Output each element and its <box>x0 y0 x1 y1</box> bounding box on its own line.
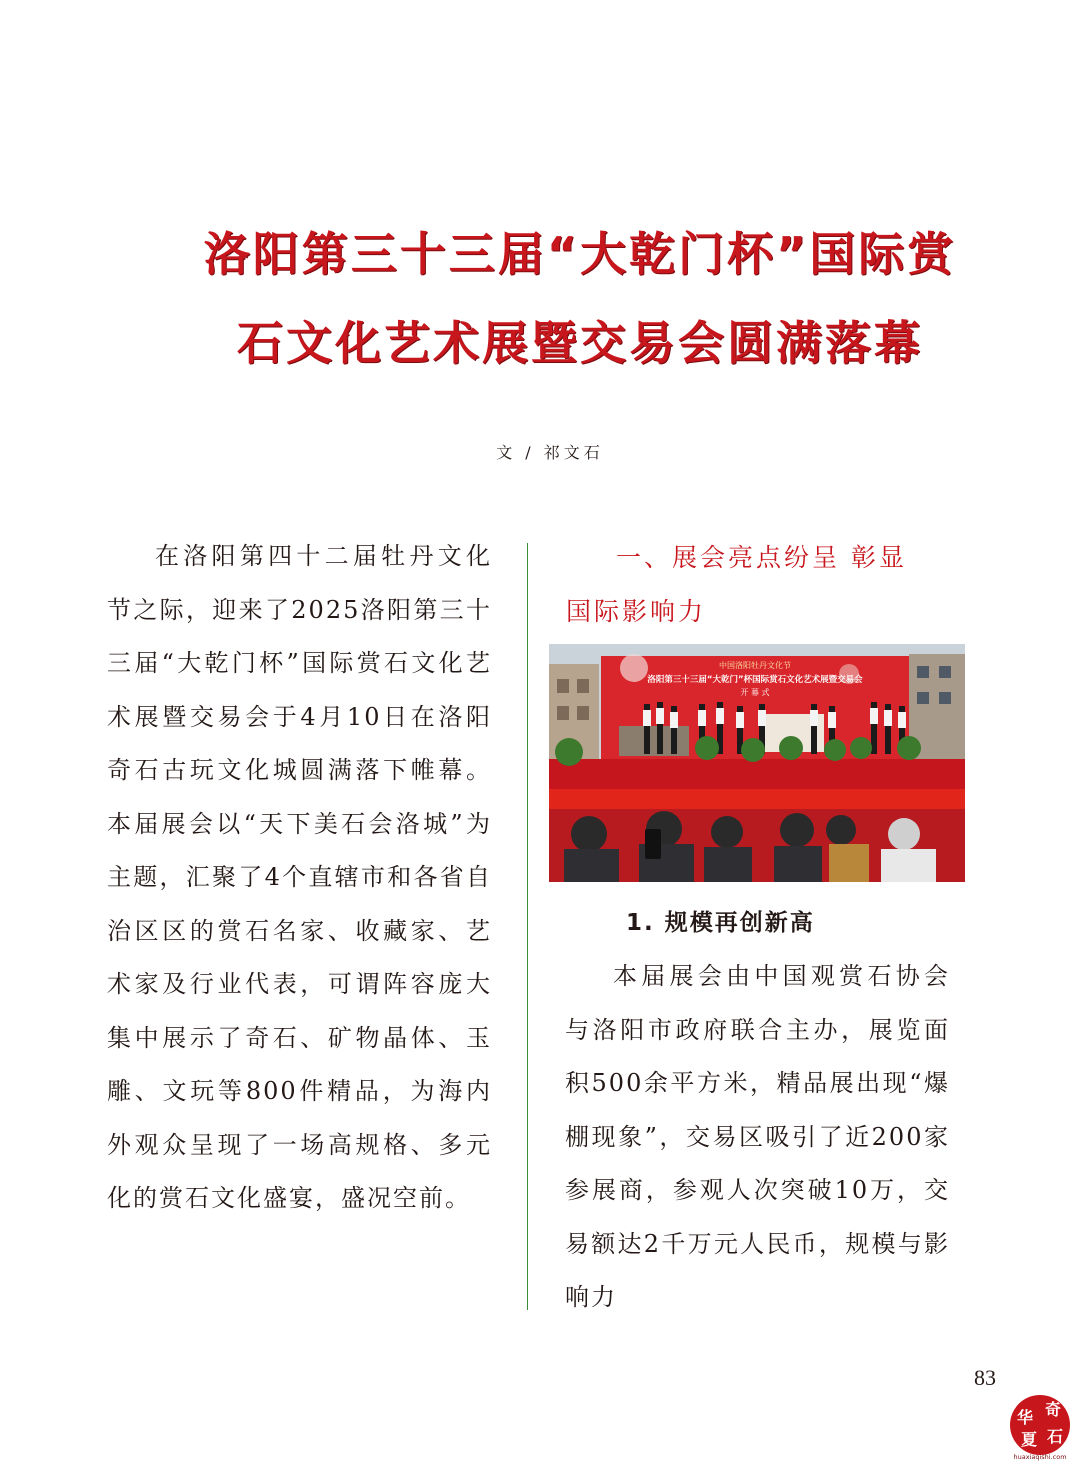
author-byline: 文 / 祁文石 <box>496 443 604 462</box>
column-divider <box>527 543 528 1310</box>
opening-ceremony-photo <box>549 644 965 882</box>
section-heading-line-2: 国际影响力 <box>566 597 707 626</box>
watermark-seal <box>1005 1392 1075 1462</box>
left-column <box>107 530 492 1226</box>
subsection-paragraph: 本届展会由中国观赏石协会与洛阳市政府联合主办，展览面积500余平方米，精品展出现“爆棚现象”，交易区吸引了近200家参展商，参观人次突破10万，交易额达2千万元人民币，规模与影响力 <box>565 962 950 1311</box>
stage-floor <box>549 759 965 794</box>
intro-paragraph: 在洛阳第四十二届牡丹文化节之际，迎来了2025洛阳第三十三届“大乾门杯”国际赏石文化艺术展暨交易会于4月10日在洛阳奇石古玩文化城圆满落下帷幕。本届展会以“天下美石会洛城”为主题，汇聚了4个直辖市和各省自治区区的赏石名家、收藏家、艺术家及行业代表，可谓阵容庞大集中展示了奇石、矿物晶体、玉雕、文玩等800件精品，为海内外观众呈现了一场高规格、多元化的赏石文化盛宴，盛况空前。 <box>107 542 492 1212</box>
banner-small-text: 中国洛阳牡丹文化节 <box>719 661 791 670</box>
svg-text:石: 石 <box>1046 1427 1064 1446</box>
page-number: 83 <box>974 1365 996 1390</box>
subsection-heading: 1. 规模再创新高 <box>626 910 815 936</box>
svg-text:华: 华 <box>1016 1408 1034 1427</box>
photo-illustration <box>549 644 965 882</box>
svg-text:奇: 奇 <box>1044 1400 1062 1419</box>
section-heading-line-1: 一、展会亮点纷呈 彰显 <box>616 543 907 572</box>
banner-sub-text: 开 幕 式 <box>740 688 770 697</box>
title-line-2: 石文化艺术展暨交易会圆满落幕 <box>237 316 923 370</box>
svg-text:huaxiaqishi.com: huaxiaqishi.com <box>1013 1453 1067 1461</box>
section-heading <box>566 531 951 639</box>
title-line-1: 洛阳第三十三届“大乾门杯”国际赏 <box>203 227 957 281</box>
right-column <box>565 950 950 1325</box>
banner-title-text: 洛阳第三十三届“大乾门”杯国际赏石文化艺术展暨交易会 <box>647 675 863 685</box>
seal-logo-icon <box>1005 1392 1075 1462</box>
svg-text:夏: 夏 <box>1020 1430 1038 1449</box>
